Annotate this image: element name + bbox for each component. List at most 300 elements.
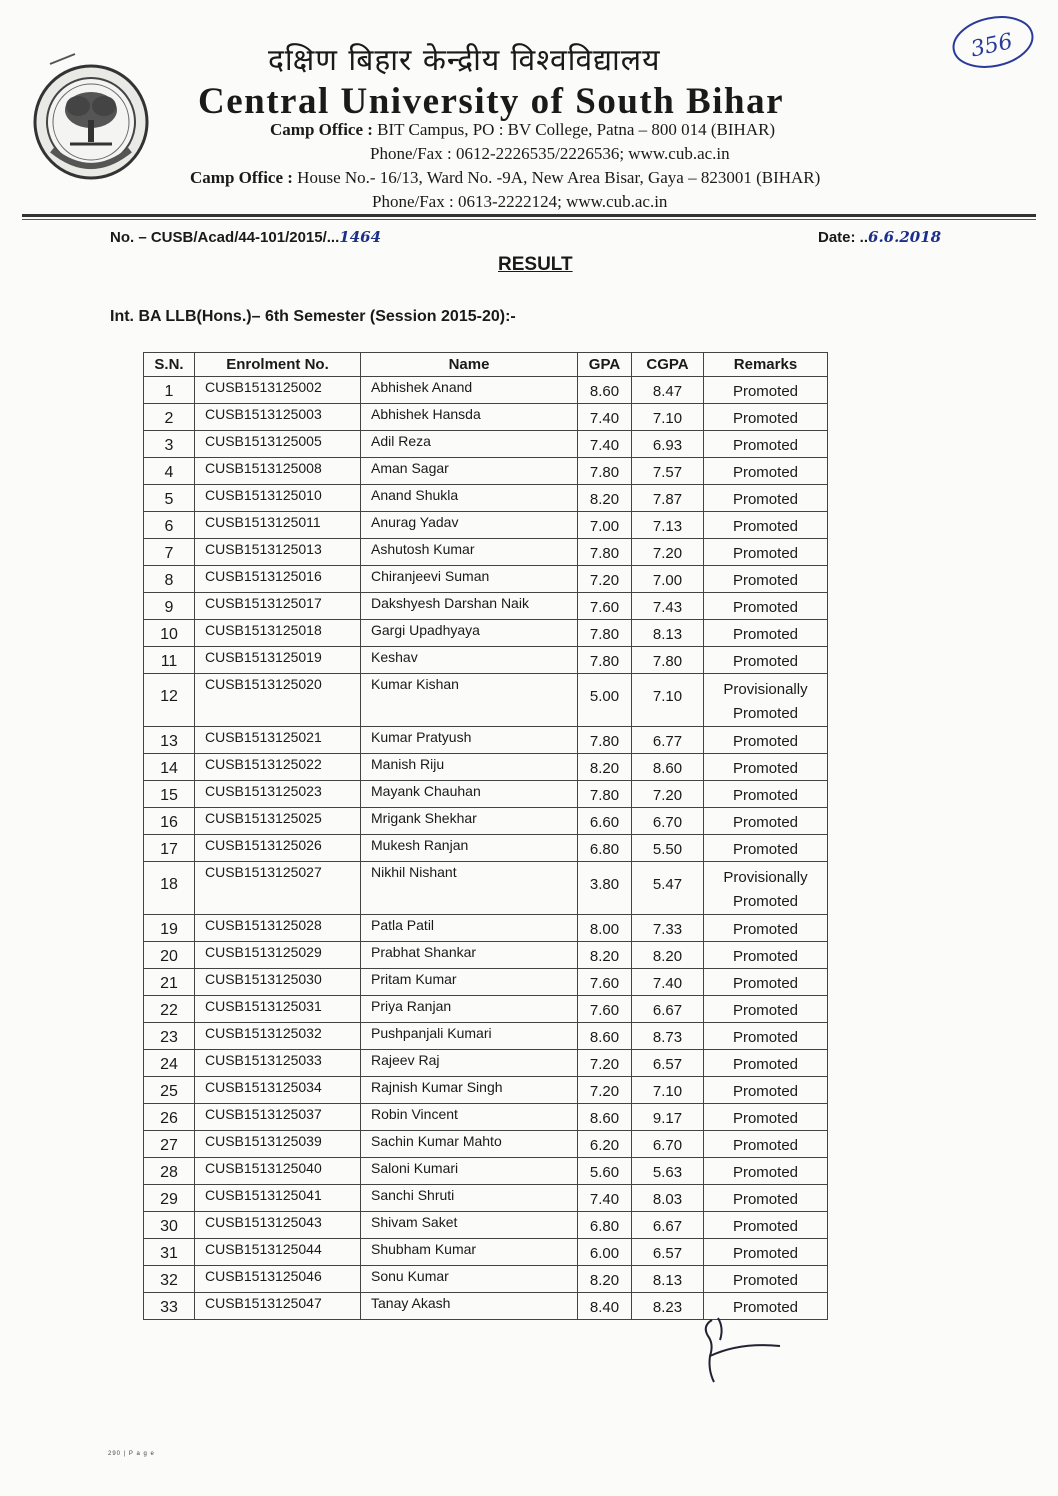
cgpa-value: 7.33 xyxy=(652,921,683,938)
cell-gpa xyxy=(578,539,632,566)
cell-cgpa xyxy=(632,1077,704,1104)
cell-gpa xyxy=(578,512,632,539)
cell-gpa xyxy=(578,808,632,835)
cell-remarks xyxy=(704,404,828,431)
table-row xyxy=(144,1050,828,1077)
table-row xyxy=(144,727,828,754)
remarks-value: Promoted xyxy=(732,491,799,508)
cell-name xyxy=(361,377,578,404)
gpa-value: 7.80 xyxy=(589,653,620,670)
gpa-value: 7.40 xyxy=(589,410,620,427)
sn-value: 3 xyxy=(164,437,174,454)
cell-cgpa xyxy=(632,1104,704,1131)
name-value: Dakshyesh Darshan Naik xyxy=(371,595,529,611)
cell-enrolment xyxy=(195,539,361,566)
cell-sn xyxy=(144,835,195,862)
cgpa-value: 6.93 xyxy=(652,437,683,454)
cgpa-value: 7.00 xyxy=(652,572,683,589)
cgpa-value: 5.63 xyxy=(652,1164,683,1181)
cgpa-value: 8.47 xyxy=(652,383,683,400)
cell-name xyxy=(361,781,578,808)
table-body xyxy=(144,377,828,1320)
cell-name xyxy=(361,915,578,942)
cell-sn xyxy=(144,1239,195,1266)
table-row xyxy=(144,377,828,404)
name-value: Anurag Yadav xyxy=(371,514,459,530)
cell-cgpa xyxy=(632,404,704,431)
enrolment-value: CUSB1513125044 xyxy=(205,1241,322,1257)
enrolment-value: CUSB1513125028 xyxy=(205,917,322,933)
cell-remarks xyxy=(704,1077,828,1104)
gpa-value: 7.00 xyxy=(589,518,620,535)
header-sn: S.N. xyxy=(144,353,195,377)
table-row xyxy=(144,862,828,915)
cell-gpa xyxy=(578,1239,632,1266)
cgpa-value: 8.20 xyxy=(652,948,683,965)
cell-enrolment xyxy=(195,1185,361,1212)
table-row xyxy=(144,566,828,593)
university-name-hindi: दक्षिण बिहार केन्द्रीय विश्वविद्यालय xyxy=(268,43,661,78)
enrolment-value: CUSB1513125030 xyxy=(205,971,322,987)
sn-value: 13 xyxy=(160,733,178,750)
cell-gpa xyxy=(578,1131,632,1158)
cell-name xyxy=(361,835,578,862)
cell-enrolment xyxy=(195,1104,361,1131)
cell-sn xyxy=(144,808,195,835)
gpa-value: 8.20 xyxy=(589,491,620,508)
enrolment-value: CUSB1513125037 xyxy=(205,1106,322,1122)
sn-value: 18 xyxy=(160,876,178,893)
header-name: Name xyxy=(361,353,578,377)
table-row xyxy=(144,1023,828,1050)
enrolment-value: CUSB1513125005 xyxy=(205,433,322,449)
cell-sn xyxy=(144,1023,195,1050)
cell-cgpa xyxy=(632,539,704,566)
remarks-value: Promoted xyxy=(732,921,799,938)
cell-sn xyxy=(144,377,195,404)
cell-name xyxy=(361,458,578,485)
enrolment-value: CUSB1513125023 xyxy=(205,783,322,799)
name-value: Mayank Chauhan xyxy=(371,783,481,799)
enrolment-value: CUSB1513125002 xyxy=(205,379,322,395)
name-value: Priya Ranjan xyxy=(371,998,452,1014)
cell-sn xyxy=(144,1185,195,1212)
cell-gpa xyxy=(578,1104,632,1131)
remarks-value: Promoted xyxy=(732,733,799,750)
cell-gpa xyxy=(578,781,632,808)
cell-enrolment xyxy=(195,942,361,969)
handwritten-signature xyxy=(700,1312,790,1392)
cgpa-value: 7.10 xyxy=(652,410,683,427)
table-row xyxy=(144,1104,828,1131)
cell-cgpa xyxy=(632,593,704,620)
cgpa-value: 6.70 xyxy=(652,814,683,831)
remarks-value: Provisionally Promoted xyxy=(723,869,808,910)
table-row xyxy=(144,593,828,620)
name-value: Shivam Saket xyxy=(371,1214,458,1230)
cell-cgpa xyxy=(632,727,704,754)
gpa-value: 6.80 xyxy=(589,1218,620,1235)
name-value: Rajnish Kumar Singh xyxy=(371,1079,503,1095)
cell-remarks xyxy=(704,1158,828,1185)
cell-remarks xyxy=(704,458,828,485)
gpa-value: 6.80 xyxy=(589,841,620,858)
table-row xyxy=(144,539,828,566)
sn-value: 9 xyxy=(164,599,174,616)
cell-name xyxy=(361,1077,578,1104)
cell-remarks xyxy=(704,485,828,512)
cell-gpa xyxy=(578,727,632,754)
cell-cgpa xyxy=(632,996,704,1023)
table-row xyxy=(144,647,828,674)
cell-enrolment xyxy=(195,1050,361,1077)
enrolment-value: CUSB1513125020 xyxy=(205,676,322,692)
enrolment-value: CUSB1513125041 xyxy=(205,1187,322,1203)
cell-cgpa xyxy=(632,1050,704,1077)
cell-remarks xyxy=(704,996,828,1023)
name-value: Ashutosh Kumar xyxy=(371,541,475,557)
cell-gpa xyxy=(578,942,632,969)
remarks-value: Promoted xyxy=(732,599,799,616)
cell-gpa xyxy=(578,485,632,512)
name-value: Keshav xyxy=(371,649,418,665)
cell-sn xyxy=(144,1050,195,1077)
cell-name xyxy=(361,942,578,969)
cell-gpa xyxy=(578,593,632,620)
cell-enrolment xyxy=(195,808,361,835)
cell-cgpa xyxy=(632,1185,704,1212)
remarks-value: Promoted xyxy=(732,1272,799,1289)
name-value: Abhishek Anand xyxy=(371,379,473,395)
cell-name xyxy=(361,996,578,1023)
gpa-value: 3.80 xyxy=(589,876,620,893)
cell-enrolment xyxy=(195,727,361,754)
sn-value: 12 xyxy=(160,688,178,705)
cell-enrolment xyxy=(195,969,361,996)
gpa-value: 7.40 xyxy=(589,1191,620,1208)
cell-sn xyxy=(144,593,195,620)
gpa-value: 7.60 xyxy=(589,975,620,992)
cell-sn xyxy=(144,485,195,512)
cell-gpa xyxy=(578,1023,632,1050)
table-row xyxy=(144,1131,828,1158)
remarks-value: Promoted xyxy=(732,518,799,535)
cell-name xyxy=(361,1023,578,1050)
header-divider-thin xyxy=(22,219,1036,220)
reference-number-value: 1464 xyxy=(339,228,382,246)
cgpa-value: 8.03 xyxy=(652,1191,683,1208)
cell-enrolment xyxy=(195,835,361,862)
cell-cgpa xyxy=(632,1158,704,1185)
name-value: Aman Sagar xyxy=(371,460,449,476)
cell-cgpa xyxy=(632,754,704,781)
cell-remarks xyxy=(704,431,828,458)
cell-cgpa xyxy=(632,835,704,862)
remarks-value: Promoted xyxy=(732,464,799,481)
name-value: Gargi Upadhyaya xyxy=(371,622,480,638)
cell-name xyxy=(361,539,578,566)
remarks-value: Promoted xyxy=(732,841,799,858)
table-row xyxy=(144,458,828,485)
sn-value: 21 xyxy=(160,975,178,992)
cell-name xyxy=(361,808,578,835)
enrolment-value: CUSB1513125031 xyxy=(205,998,322,1014)
cell-enrolment xyxy=(195,915,361,942)
cell-gpa xyxy=(578,1077,632,1104)
cell-gpa xyxy=(578,1266,632,1293)
cell-cgpa xyxy=(632,512,704,539)
enrolment-value: CUSB1513125027 xyxy=(205,864,322,880)
enrolment-value: CUSB1513125021 xyxy=(205,729,322,745)
gpa-value: 6.00 xyxy=(589,1245,620,1262)
cell-enrolment xyxy=(195,1023,361,1050)
gpa-value: 5.60 xyxy=(589,1164,620,1181)
cell-enrolment xyxy=(195,1293,361,1320)
cell-enrolment xyxy=(195,620,361,647)
name-value: Pushpanjali Kumari xyxy=(371,1025,492,1041)
cell-gpa xyxy=(578,996,632,1023)
reference-number-label: No. – CUSB/Acad/44-101/2015/... xyxy=(110,229,340,246)
gpa-value: 7.20 xyxy=(589,1083,620,1100)
enrolment-value: CUSB1513125017 xyxy=(205,595,322,611)
cell-name xyxy=(361,647,578,674)
cgpa-value: 7.20 xyxy=(652,787,683,804)
remarks-value: Promoted xyxy=(732,1137,799,1154)
enrolment-value: CUSB1513125025 xyxy=(205,810,322,826)
table-row xyxy=(144,808,828,835)
course-title: Int. BA LLB(Hons.)– 6th Semester (Session 2015-20):- xyxy=(110,308,516,325)
enrolment-value: CUSB1513125046 xyxy=(205,1268,322,1284)
cell-name xyxy=(361,512,578,539)
cell-name xyxy=(361,1239,578,1266)
cell-remarks xyxy=(704,1239,828,1266)
stamp-number: 356 xyxy=(968,29,1015,63)
name-value: Nikhil Nishant xyxy=(371,864,457,880)
cgpa-value: 5.50 xyxy=(652,841,683,858)
cell-remarks xyxy=(704,942,828,969)
cell-sn xyxy=(144,458,195,485)
gpa-value: 8.60 xyxy=(589,1110,620,1127)
sn-value: 2 xyxy=(164,410,174,427)
cell-sn xyxy=(144,781,195,808)
circled-page-number-stamp xyxy=(948,12,1038,72)
cgpa-value: 8.60 xyxy=(652,760,683,777)
header-gpa: GPA xyxy=(578,353,632,377)
cgpa-value: 6.77 xyxy=(652,733,683,750)
cell-gpa xyxy=(578,458,632,485)
name-value: Saloni Kumari xyxy=(371,1160,459,1176)
cell-name xyxy=(361,969,578,996)
patna-address-text: BIT Campus, PO : BV College, Patna – 800 014 (BIHAR) xyxy=(377,120,776,139)
cell-enrolment xyxy=(195,1266,361,1293)
cell-gpa xyxy=(578,915,632,942)
result-table xyxy=(143,352,828,1320)
enrolment-value: CUSB1513125047 xyxy=(205,1295,322,1311)
cell-cgpa xyxy=(632,915,704,942)
cell-cgpa xyxy=(632,942,704,969)
date-value: 6.6.2018 xyxy=(868,228,942,246)
cell-sn xyxy=(144,862,195,915)
remarks-value: Promoted xyxy=(732,410,799,427)
sn-value: 24 xyxy=(160,1056,178,1073)
sn-value: 11 xyxy=(160,653,178,670)
remarks-value: Promoted xyxy=(732,572,799,589)
enrolment-value: CUSB1513125033 xyxy=(205,1052,322,1068)
enrolment-value: CUSB1513125032 xyxy=(205,1025,322,1041)
university-seal-icon xyxy=(30,52,152,182)
cell-remarks xyxy=(704,835,828,862)
cgpa-value: 7.20 xyxy=(652,545,683,562)
cgpa-value: 7.57 xyxy=(652,464,683,481)
table-row xyxy=(144,674,828,727)
remarks-value: Promoted xyxy=(732,814,799,831)
gpa-value: 7.60 xyxy=(589,599,620,616)
table-header-row xyxy=(144,353,828,377)
sn-value: 26 xyxy=(160,1110,178,1127)
cell-remarks xyxy=(704,674,828,727)
cell-enrolment xyxy=(195,1131,361,1158)
cell-cgpa xyxy=(632,620,704,647)
cgpa-value: 7.13 xyxy=(652,518,683,535)
enrolment-value: CUSB1513125003 xyxy=(205,406,322,422)
cell-enrolment xyxy=(195,1158,361,1185)
gpa-value: 7.40 xyxy=(589,437,620,454)
cgpa-value: 8.23 xyxy=(652,1299,683,1316)
sn-value: 14 xyxy=(160,760,178,777)
sn-value: 28 xyxy=(160,1164,178,1181)
header-remarks: Remarks xyxy=(704,353,828,377)
table-row xyxy=(144,485,828,512)
header-cgpa: CGPA xyxy=(632,353,704,377)
remarks-value: Promoted xyxy=(732,1191,799,1208)
cell-enrolment xyxy=(195,647,361,674)
remarks-value: Promoted xyxy=(732,1164,799,1181)
cell-cgpa xyxy=(632,1212,704,1239)
cell-sn xyxy=(144,620,195,647)
cell-cgpa xyxy=(632,1293,704,1320)
cell-enrolment xyxy=(195,674,361,727)
table-row xyxy=(144,996,828,1023)
gpa-value: 8.60 xyxy=(589,383,620,400)
name-value: Mrigank Shekhar xyxy=(371,810,477,826)
cell-enrolment xyxy=(195,996,361,1023)
cgpa-value: 8.13 xyxy=(652,1272,683,1289)
remarks-value: Promoted xyxy=(732,1245,799,1262)
table-row xyxy=(144,1239,828,1266)
cell-remarks xyxy=(704,781,828,808)
gpa-value: 7.80 xyxy=(589,733,620,750)
cell-name xyxy=(361,431,578,458)
cell-enrolment xyxy=(195,566,361,593)
cell-remarks xyxy=(704,915,828,942)
name-value: Kumar Kishan xyxy=(371,676,459,692)
cell-cgpa xyxy=(632,431,704,458)
table-row xyxy=(144,620,828,647)
sn-value: 20 xyxy=(160,948,178,965)
name-value: Anand Shukla xyxy=(371,487,459,503)
issue-date xyxy=(818,228,941,246)
cell-sn xyxy=(144,969,195,996)
name-value: Patla Patil xyxy=(371,917,435,933)
page-number: 290 | P a g e xyxy=(108,1451,155,1457)
gpa-value: 8.00 xyxy=(589,921,620,938)
cgpa-value: 7.80 xyxy=(652,653,683,670)
remarks-value: Promoted xyxy=(732,437,799,454)
remarks-value: Promoted xyxy=(732,653,799,670)
cgpa-value: 7.10 xyxy=(652,1083,683,1100)
cell-remarks xyxy=(704,620,828,647)
remarks-value: Promoted xyxy=(732,1110,799,1127)
cell-remarks xyxy=(704,969,828,996)
cell-sn xyxy=(144,404,195,431)
enrolment-value: CUSB1513125026 xyxy=(205,837,322,853)
cell-sn xyxy=(144,1158,195,1185)
gpa-value: 8.40 xyxy=(589,1299,620,1316)
cell-sn xyxy=(144,754,195,781)
reference-number xyxy=(110,228,381,246)
cell-enrolment xyxy=(195,512,361,539)
remarks-value: Promoted xyxy=(732,1299,799,1316)
sn-value: 27 xyxy=(160,1137,178,1154)
sn-value: 1 xyxy=(164,383,174,400)
cell-sn xyxy=(144,539,195,566)
cell-remarks xyxy=(704,1185,828,1212)
cell-remarks xyxy=(704,862,828,915)
cell-gpa xyxy=(578,862,632,915)
cell-remarks xyxy=(704,1131,828,1158)
camp-office-label: Camp Office : xyxy=(190,168,293,187)
cell-gpa xyxy=(578,1293,632,1320)
remarks-value: Promoted xyxy=(732,1083,799,1100)
cell-name xyxy=(361,862,578,915)
cell-gpa xyxy=(578,404,632,431)
cell-name xyxy=(361,1185,578,1212)
sn-value: 19 xyxy=(160,921,178,938)
table-row xyxy=(144,835,828,862)
cell-remarks xyxy=(704,1266,828,1293)
patna-camp-office-address xyxy=(270,120,775,140)
gpa-value: 7.80 xyxy=(589,545,620,562)
cell-gpa xyxy=(578,1185,632,1212)
header-enrolment: Enrolment No. xyxy=(195,353,361,377)
cell-enrolment xyxy=(195,754,361,781)
cell-remarks xyxy=(704,727,828,754)
sn-value: 25 xyxy=(160,1083,178,1100)
gpa-value: 7.20 xyxy=(589,572,620,589)
name-value: Abhishek Hansda xyxy=(371,406,481,422)
sn-value: 23 xyxy=(160,1029,178,1046)
name-value: Adil Reza xyxy=(371,433,431,449)
sn-value: 30 xyxy=(160,1218,178,1235)
cell-gpa xyxy=(578,1050,632,1077)
gpa-value: 7.80 xyxy=(589,626,620,643)
table-row xyxy=(144,754,828,781)
cell-sn xyxy=(144,431,195,458)
name-value: Rajeev Raj xyxy=(371,1052,440,1068)
cell-remarks xyxy=(704,808,828,835)
remarks-value: Promoted xyxy=(732,975,799,992)
date-label: Date: .. xyxy=(818,229,869,246)
name-value: Kumar Pratyush xyxy=(371,729,472,745)
cell-cgpa xyxy=(632,566,704,593)
name-value: Sanchi Shruti xyxy=(371,1187,455,1203)
remarks-value: Promoted xyxy=(732,787,799,804)
cell-sn xyxy=(144,915,195,942)
cell-name xyxy=(361,593,578,620)
cell-remarks xyxy=(704,647,828,674)
table-row xyxy=(144,512,828,539)
enrolment-value: CUSB1513125013 xyxy=(205,541,322,557)
